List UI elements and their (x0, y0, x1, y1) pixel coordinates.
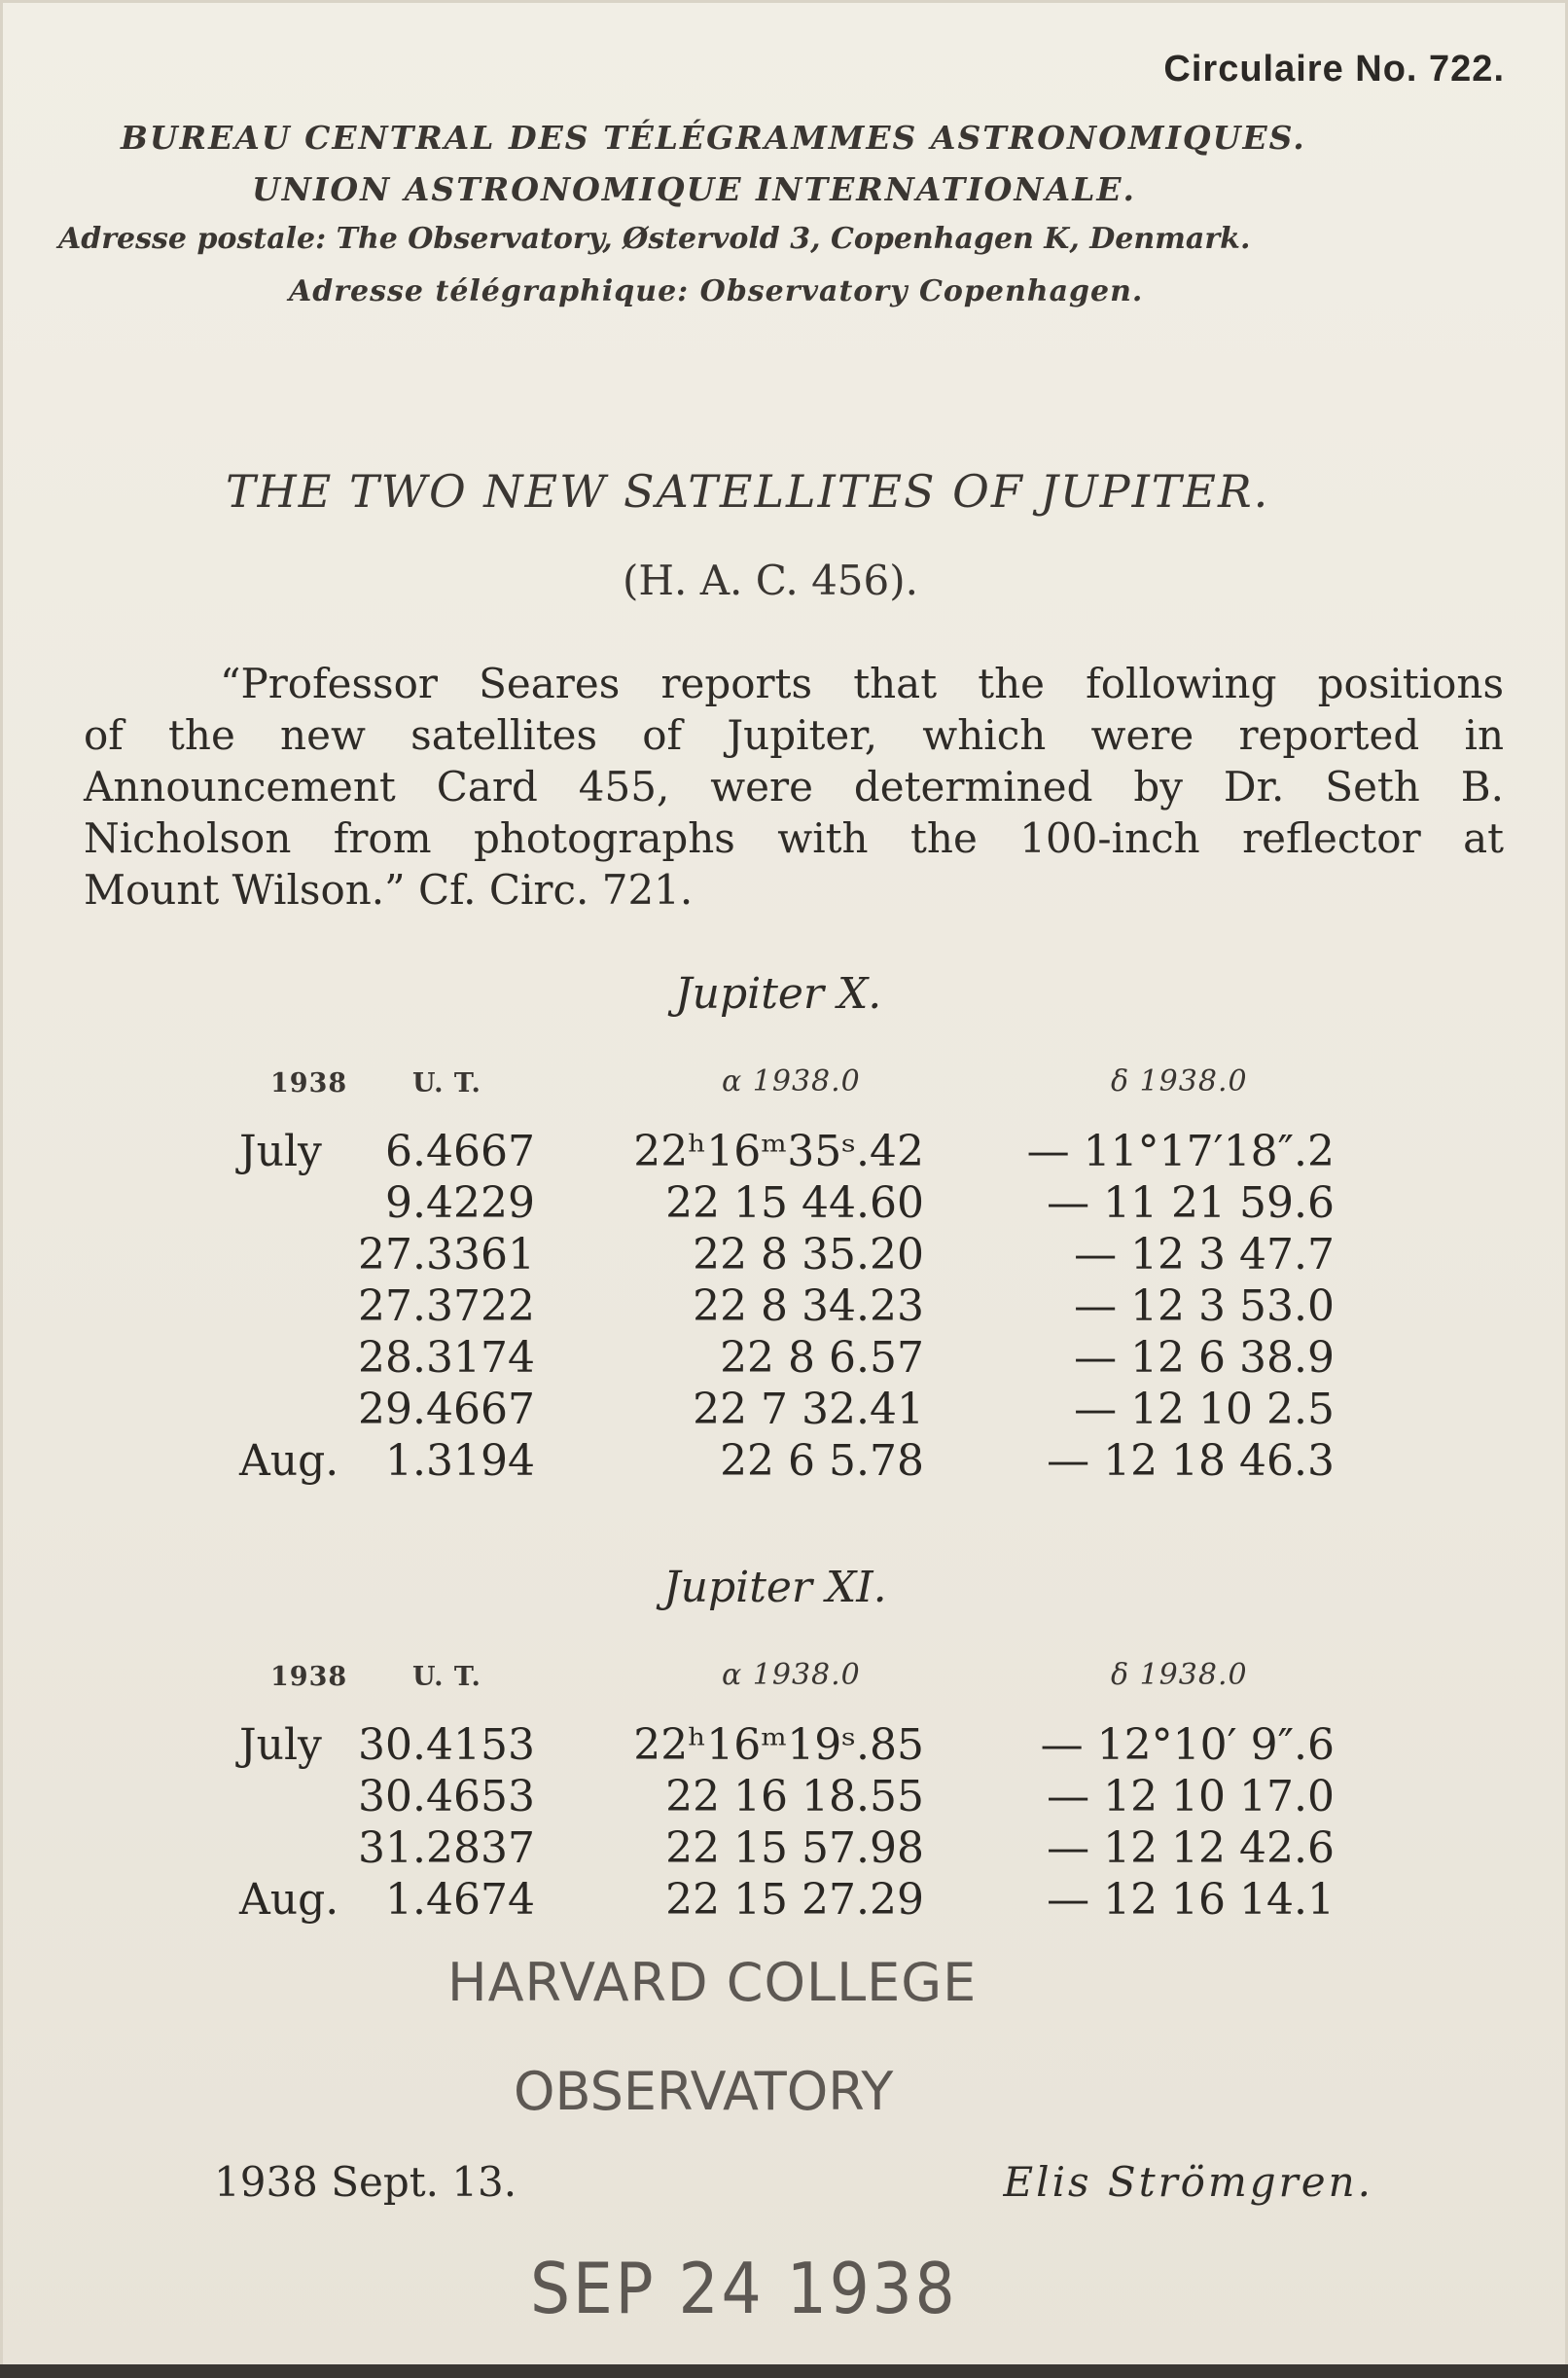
cell-dec: — 12 16 14.1 (1047, 1875, 1335, 1925)
cell-month: Aug. (239, 1436, 339, 1486)
table-row (0, 1281, 1568, 1332)
cell-dec: — 11°17′18″.2 (1026, 1127, 1335, 1176)
paragraph-line: Nicholson from photographs with the 100-inch reflector at (84, 814, 1504, 862)
column-header-ra: α 1938.0 (722, 1064, 861, 1099)
card-bottom-edge (0, 2364, 1568, 2378)
cell-dec: — 12 12 42.6 (1047, 1823, 1335, 1873)
cell-ra: 22ʰ16ᵐ19ˢ.85 (633, 1720, 924, 1770)
cell-ut: 9.4229 (385, 1178, 535, 1228)
cell-ut: 31.2837 (358, 1823, 535, 1873)
table-row (0, 1875, 1568, 1926)
received-date-stamp: SEP 24 1938 (530, 2248, 958, 2329)
bureau-heading: BUREAU CENTRAL DES TÉLÉGRAMMES ASTRONOMIQUES. (121, 119, 1306, 157)
cell-ut: 1.3194 (385, 1436, 535, 1486)
cell-ut: 1.4674 (385, 1875, 535, 1925)
circular-number: Circulaire No. 722. (1163, 49, 1505, 90)
cell-dec: — 12°10′ 9″.6 (1040, 1720, 1335, 1770)
table-title-jupiter-x: Jupiter X. (675, 969, 882, 1019)
cell-ut: 27.3722 (358, 1281, 535, 1331)
table-row (0, 1178, 1568, 1229)
page-subtitle: (H. A. C. 456). (623, 557, 918, 604)
cell-ut: 28.3174 (358, 1333, 535, 1383)
cell-ra: 22 15 57.98 (665, 1823, 924, 1873)
cell-month: Aug. (239, 1875, 339, 1925)
report-paragraph (84, 658, 1504, 916)
column-header-ut: U. T. (412, 1068, 481, 1099)
column-header-dec: δ 1938.0 (1111, 1658, 1248, 1692)
cell-ra: 22ʰ16ᵐ35ˢ.42 (633, 1127, 924, 1176)
telegraphic-address: Adresse télégraphique: Observatory Copenhagen. (289, 274, 1144, 308)
cell-dec: — 12 6 38.9 (1074, 1333, 1335, 1383)
observatory-stamp-line2: OBSERVATORY (514, 2061, 894, 2122)
column-header-year: 1938 (270, 1662, 348, 1692)
issue-date: 1938 Sept. 13. (214, 2158, 517, 2206)
cell-ut: 27.3361 (358, 1230, 535, 1279)
cell-month: July (239, 1720, 322, 1770)
cell-dec: — 12 10 2.5 (1074, 1385, 1335, 1434)
column-header-year: 1938 (270, 1068, 348, 1099)
cell-month: July (239, 1127, 322, 1176)
cell-ut: 30.4153 (358, 1720, 535, 1770)
table-row (0, 1823, 1568, 1874)
table-title-jupiter-xi: Jupiter XI. (663, 1563, 887, 1612)
table-row (0, 1720, 1568, 1771)
cell-ut: 30.4653 (358, 1772, 535, 1821)
cell-ra: 22 6 5.78 (720, 1436, 924, 1486)
cell-ra: 22 15 44.60 (665, 1178, 924, 1228)
cell-dec: — 12 10 17.0 (1047, 1772, 1335, 1821)
cell-ra: 22 16 18.55 (665, 1772, 924, 1821)
cell-ra: 22 8 35.20 (693, 1230, 924, 1279)
table-row (0, 1772, 1568, 1822)
table-row (0, 1333, 1568, 1384)
table-row (0, 1385, 1568, 1435)
cell-dec: — 11 21 59.6 (1047, 1178, 1335, 1228)
table-row (0, 1230, 1568, 1280)
cell-dec: — 12 18 46.3 (1047, 1436, 1335, 1486)
signature: Elis Strömgren. (1003, 2158, 1373, 2206)
cell-ra: 22 8 34.23 (693, 1281, 924, 1331)
table-row (0, 1436, 1568, 1487)
cell-dec: — 12 3 47.7 (1074, 1230, 1335, 1279)
page-title: THE TWO NEW SATELLITES OF JUPITER. (226, 465, 1270, 518)
cell-ra: 22 8 6.57 (720, 1333, 924, 1383)
cell-ut: 6.4667 (385, 1127, 535, 1176)
cell-dec: — 12 3 53.0 (1074, 1281, 1335, 1331)
paragraph-line: of the new satellites of Jupiter, which were reported in (84, 711, 1504, 759)
cell-ra: 22 15 27.29 (665, 1875, 924, 1925)
column-header-ra: α 1938.0 (722, 1658, 861, 1692)
observatory-stamp-line1: HARVARD COLLEGE (447, 1952, 978, 2013)
union-heading: UNION ASTRONOMIQUE INTERNATIONALE. (252, 170, 1137, 208)
postal-address: Adresse postale: The Observatory, Østervold 3, Copenhagen K, Denmark. (58, 222, 1251, 256)
paragraph-line: Announcement Card 455, were determined by Dr. Seth B. (84, 763, 1504, 811)
paragraph-line: “Professor Seares reports that the following positions (220, 660, 1504, 707)
cell-ut: 29.4667 (358, 1385, 535, 1434)
cell-ra: 22 7 32.41 (693, 1385, 924, 1434)
table-row (0, 1127, 1568, 1177)
column-header-dec: δ 1938.0 (1111, 1064, 1248, 1099)
paragraph-line: Mount Wilson.” Cf. Circ. 721. (84, 866, 694, 914)
column-header-ut: U. T. (412, 1662, 481, 1692)
